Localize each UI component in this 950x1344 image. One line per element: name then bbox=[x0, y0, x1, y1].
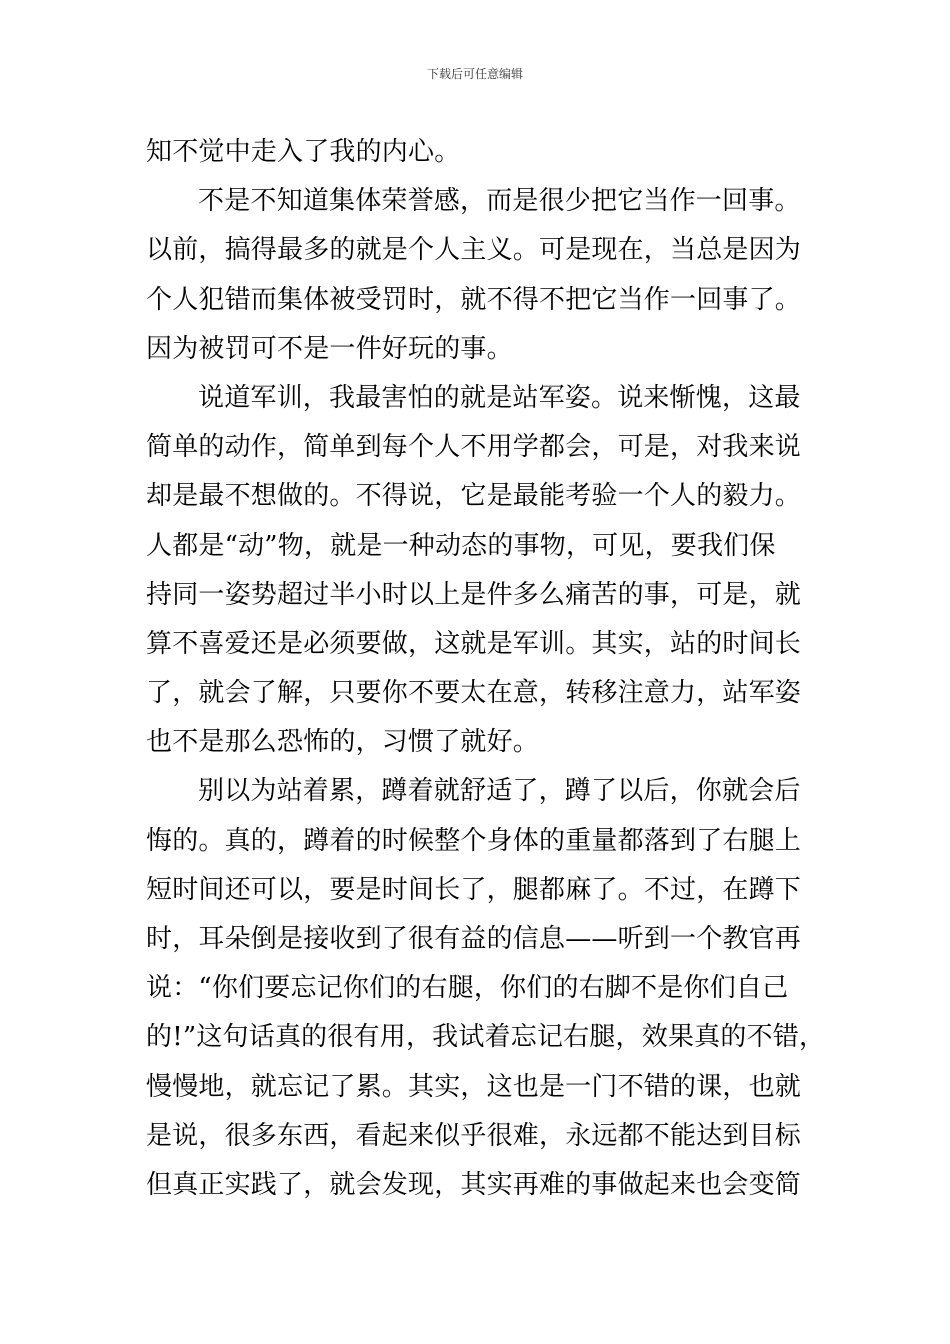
text-line: 也不是那么恐怖的，习惯了就好。 bbox=[146, 727, 540, 758]
text-line: 说：“你们要忘记你们的右腿，你们的右脚不是你们自己 bbox=[146, 973, 789, 1004]
text-line: 说道军训，我最害怕的就是站军姿。说来惭愧，这最 bbox=[198, 382, 801, 413]
text-line: 的!”这句话真的很有用，我试着忘记右腿，效果真的不错， bbox=[146, 1022, 826, 1053]
page-header: 下载后可任意编辑 bbox=[426, 67, 523, 81]
text-line: 持同一姿势超过半小时以上是件多么痛苦的事，可是，就 bbox=[146, 579, 802, 610]
text-line: 算不喜爱还是必须要做，这就是军训。其实，站的时间长 bbox=[146, 628, 802, 659]
text-line: 知不觉中走入了我的内心。 bbox=[146, 137, 461, 167]
text-line: 简单的动作，简单到每个人不用学都会，可是，对我来说 bbox=[146, 432, 802, 463]
text-line: 以前，搞得最多的就是个人主义。可是现在，当总是因为 bbox=[146, 235, 802, 266]
text-line: 别以为站着累，蹲着就舒适了，蹲了以后，你就会后 bbox=[198, 776, 801, 807]
document-body bbox=[146, 128, 826, 1210]
text-line: 人都是“动”物，就是一种动态的事物，可见，要我们保 bbox=[146, 530, 776, 561]
text-line: 但真正实践了，就会发现，其实再难的事做起来也会变简 bbox=[146, 1169, 802, 1200]
text-line: 是说，很多东西，看起来似乎很难，永远都不能达到目标 bbox=[146, 1120, 802, 1151]
text-line: 却是最不想做的。不得说，它是最能考验一个人的毅力。 bbox=[146, 481, 802, 512]
text-line: 悔的。真的，蹲着的时候整个身体的重量都落到了右腿上 bbox=[146, 825, 802, 856]
text-line: 了，就会了解，只要你不要太在意，转移注意力，站军姿 bbox=[146, 678, 802, 709]
text-line: 因为被罚可不是一件好玩的事。 bbox=[146, 333, 513, 364]
text-line: 个人犯错而集体被受罚时，就不得不把它当作一回事了。 bbox=[146, 284, 802, 315]
text-line: 慢慢地，就忘记了累。其实，这也是一门不错的课，也就 bbox=[146, 1071, 802, 1102]
text-line: 短时间还可以，要是时间长了，腿都麻了。不过，在蹲下 bbox=[146, 874, 802, 905]
text-line: 时，耳朵倒是接收到了很有益的信息——听到一个教官再 bbox=[146, 924, 802, 954]
text-line: 不是不知道集体荣誉感，而是很少把它当作一回事。 bbox=[198, 186, 801, 217]
